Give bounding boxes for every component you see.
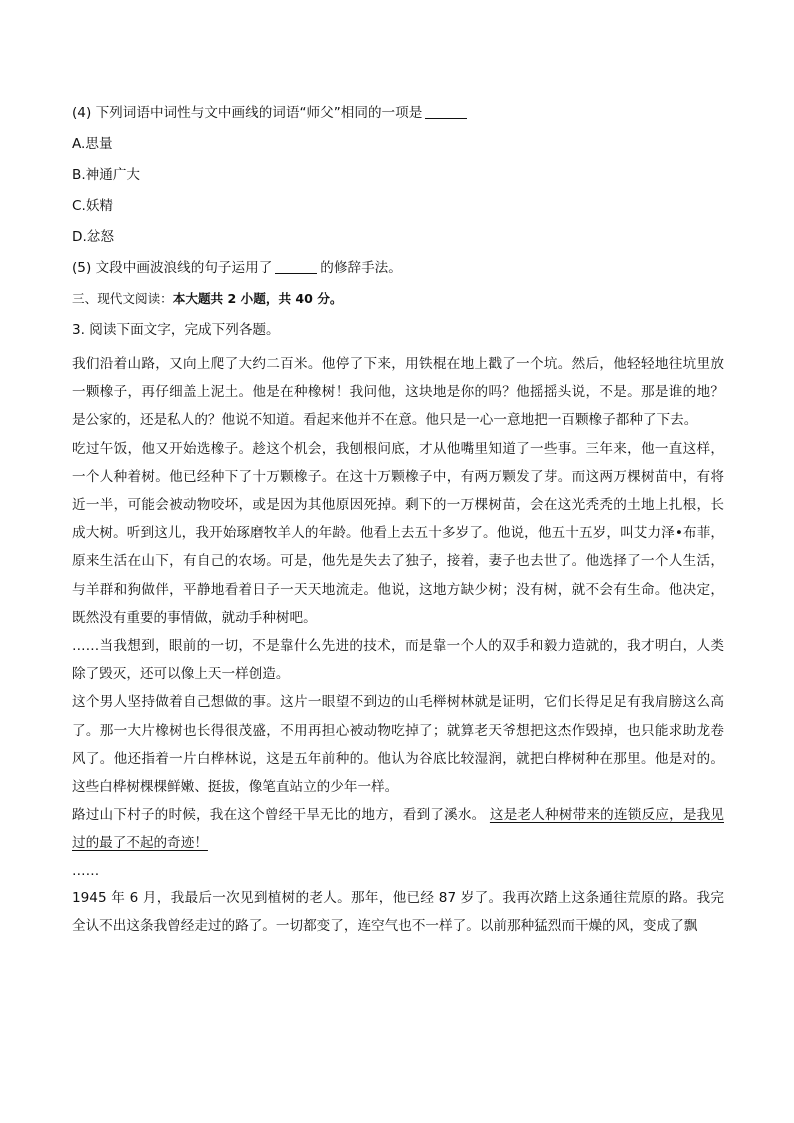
passage-paragraph-2: 吃过午饭，他又开始选橡子。趁这个机会，我刨根问底，才从他嘴里知道了一些事。三年来，他一直这样，一个人种着树。他已经种下了十万颗橡子。在这十万颗橡子中，有两万颗发了芽。而这两万棵树苗中，有将近一半，可能会被动物咬坏，或是因为其他原因死掉。剩下的一万棵树苗，会在这光秃秃的土地上扎根，长成大树。听到这儿，我开始琢磨牧羊人的年龄。他看上去五十多岁了。他说，他五十五岁，叫艾力泽•布菲，原来生活在山下，有自己的农场。可是，他先是失去了独子，接着，妻子也去世了。他选择了一个人生活，与羊群和狗做伴，平静地看着日子一天天地流走。他说，这地方缺少树；没有树，就不会有生命。他决定，既然没有重要的事情做，就动手种树吧。 — [72, 440, 724, 626]
passage-paragraph-3: ……当我想到，眼前的一切，不是靠什么先进的技术，而是靠一个人的双手和毅力造就的，我才明白，人类除了毁灭，还可以像上天一样创造。 — [72, 638, 724, 683]
section-heading — [72, 289, 343, 309]
question-5 — [72, 258, 402, 278]
option-c: C.妖精 — [72, 198, 114, 214]
passage-paragraph-5 — [72, 801, 724, 857]
underlined-sentence: 这是老人种树带来的连锁反应，是我见过的最了不起的奇迹！ — [72, 807, 724, 852]
section-heading-prefix: 三、现代文阅读： — [72, 291, 173, 306]
section-heading-bold: 本大题共 2 小题，共 40 分。 — [172, 291, 343, 306]
reading-passage — [72, 350, 724, 940]
question-5-after: 的修辞手法。 — [320, 260, 402, 276]
option-b: B.神通广大 — [72, 167, 141, 183]
passage-paragraph-7: 1945 年 6 月，我最后一次见到植树的老人。那年，他已经 87 岁了。我再次踏上这条通往荒原的路。我完全认不出这条我曾经走过的路了。一切都变了，连空气也不一样了。以前那种猛烈而干燥的风，变成了飘 — [72, 889, 724, 934]
answer-blank — [425, 104, 467, 119]
answer-blank — [275, 259, 317, 274]
passage-paragraph-1: 我们沿着山路，又向上爬了大约二百米。他停了下来，用铁棍在地上戳了一个坑。然后，他轻轻地往坑里放一颗橡子，再仔细盖上泥土。他是在种橡树！我问他，这块地是你的吗？他摇摇头说，不是。那是谁的地？是公家的，还是私人的？他说不知道。看起来他并不在意。他只是一心一意地把一百颗橡子都种了下去。 — [72, 356, 724, 429]
question-4-text: (4) 下列词语中词性与文中画线的词语“师父”相同的一项是 — [72, 105, 423, 121]
question-5-before: (5) 文段中画波浪线的句子运用了 — [72, 260, 273, 276]
question-3-intro: 3. 阅读下面文字，完成下列各题。 — [72, 322, 280, 338]
passage-paragraph-5-text: 路过山下村子的时候，我在这个曾经干旱无比的地方，看到了溪水。 — [72, 807, 486, 824]
option-d: D.忿怒 — [72, 229, 114, 245]
option-a: A.思量 — [72, 136, 113, 152]
passage-paragraph-4: 这个男人坚持做着自己想做的事。这片一眼望不到边的山毛榉树林就是证明，它们长得足足有我肩膀这么高了。那一大片橡树也长得很茂盛，不用再担心被动物吃掉了；就算老天爷想把这杰作毁掉，也只能求助龙卷风了。他还指着一片白桦林说，这是五年前种的。他认为谷底比较湿润，就把白桦树种在那里。他是对的。这些白桦树棵棵鲜嫩、挺拔，像笔直站立的少年一样。 — [72, 694, 724, 796]
question-4-stem — [72, 103, 470, 123]
passage-ellipsis: …… — [72, 862, 100, 879]
